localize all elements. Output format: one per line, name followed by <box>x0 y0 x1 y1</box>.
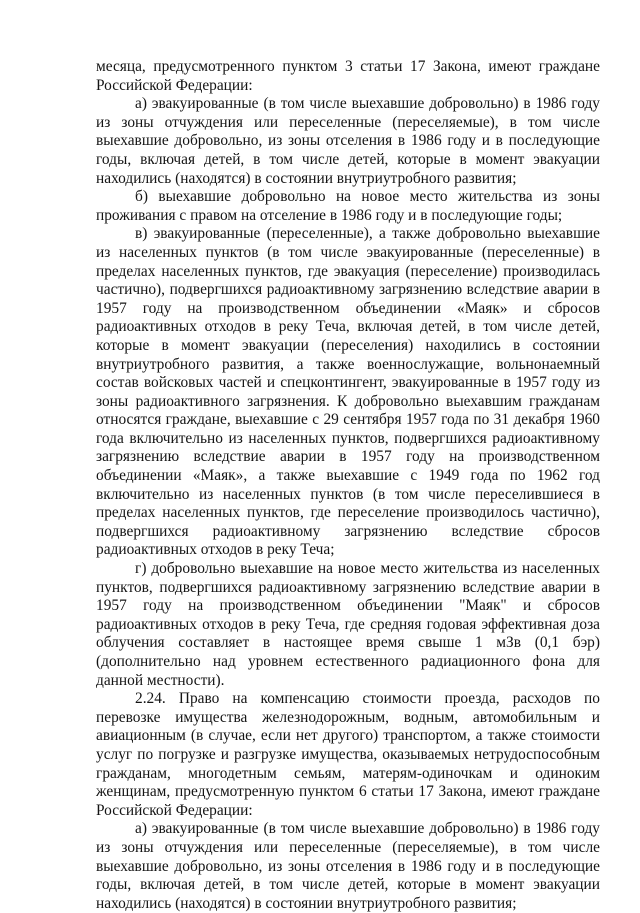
paragraph-section-2-24: 2.24. Право на компенсацию стоимости проезда, расходов по перевозке имущества железнодорожным, водным, автомобильным и авиационным (в случае, если нет другого) транспортом, а также стоимости услуг по погрузке и разгрузке имущества, оказываемых нетрудоспособным гражданам, многодетным семьям, матерям-одиночкам и одиноким женщинам, предусмотренную пунктом 6 статьи 17 Закона, имеют граждане Российской Федерации: <box>96 690 600 819</box>
paragraph-item-a: а) эвакуированные (в том числе выехавшие добровольно) в 1986 году из зоны отчуждения или переселенные (переселяемые), в том числе выехавшие добровольно, из зоны отселения в 1986 году и в последующие годы, включая детей, в том числе детей, которые в момент эвакуации находились (находятся) в состоянии внутриутробного развития; <box>96 95 600 187</box>
paragraph-intro: месяца, предусмотренного пунктом 3 статьи 17 Закона, имеют граждане Российской Федерации: <box>96 58 600 94</box>
paragraph-item-g: г) добровольно выехавшие на новое место жительства из населенных пунктов, подвергшихся радиоактивному загрязнению вследствие аварии в 1957 году на производственном объединении "Маяк" и сбросов радиоактивных отходов в реку Теча, где средняя годовая эффективная доза облучения составляет в настоящее время свыше 1 мЗв (0,1 бэр) (дополнительно над уровнем естественного радиационного фона для данной местности). <box>96 560 600 689</box>
paragraph-item-b: б) выехавшие добровольно на новое место жительства из зоны проживания с правом на отселение в 1986 году и в последующие годы; <box>96 188 600 224</box>
document-page <box>96 58 600 913</box>
paragraph-item-a-second: а) эвакуированные (в том числе выехавшие добровольно) в 1986 году из зоны отчуждения или переселенные (переселяемые), в том числе выехавшие добровольно, из зоны отселения в 1986 году и в последующие годы, включая детей, в том числе детей, которые в момент эвакуации находились (находятся) в состоянии внутриутробного развития; <box>96 820 600 912</box>
paragraph-item-v: в) эвакуированные (переселенные), а также добровольно выехавшие из населенных пунктов (в том числе эвакуированные (переселенные) в пределах населенных пунктов, где эвакуация (переселение) производилась частично), подвергшихся радиоактивному загрязнению вследствие аварии в 1957 году на производственном объединении «Маяк» и сбросов радиоактивных отходов в реку Теча, включая детей, в том числе детей, которые в момент эвакуации (переселения) находились в состоянии внутриутробного развития, а также военнослужащие, вольнонаемный состав войсковых частей и спецконтингент, эвакуированные в 1957 году из зоны радиоактивного загрязнения. К добровольно выехавшим гражданам относятся граждане, выехавшие с 29 сентября 1957 года по 31 декабря 1960 года включительно из населенных пунктов, подвергшихся радиоактивному загрязнению вследствие аварии в 1957 году на производственном объединении «Маяк», а также выехавшие с 1949 года по 1962 год включительно из населенных пунктов (в том числе переселившиеся в пределах населенных пунктов, где переселение производилось частично), подвергшихся радиоактивному загрязнению вследствие сбросов радиоактивных отходов в реку Теча; <box>96 225 600 559</box>
